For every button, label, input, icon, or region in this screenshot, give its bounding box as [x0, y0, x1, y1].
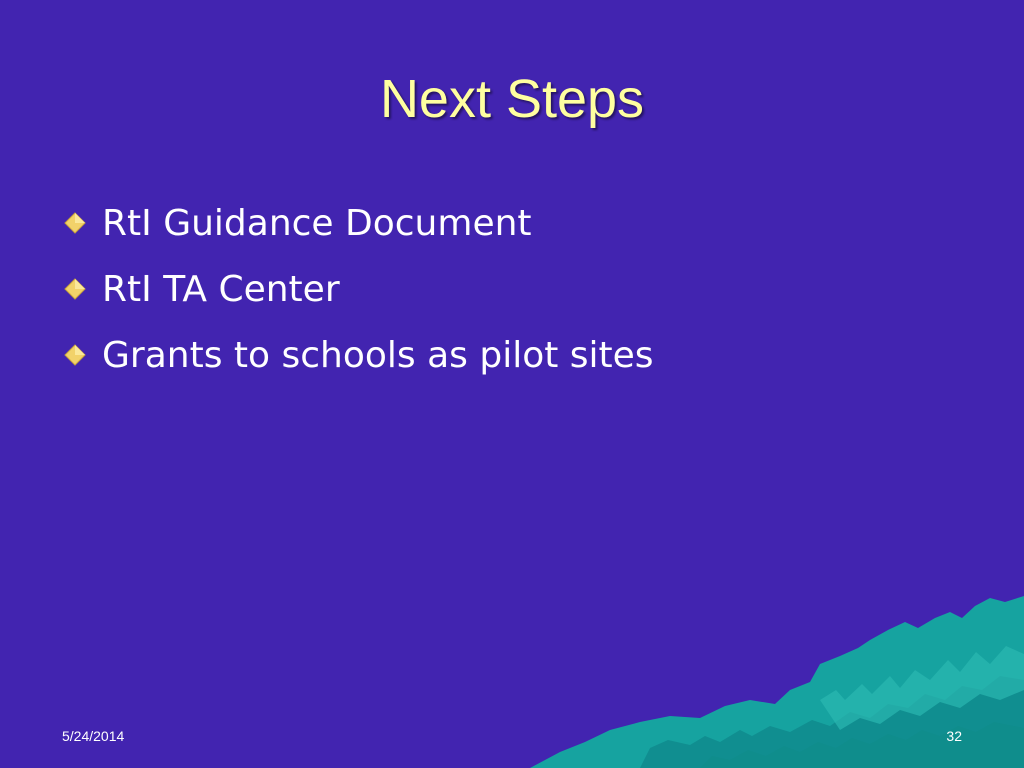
diamond-bullet-icon	[62, 210, 88, 236]
diamond-bullet-icon	[62, 276, 88, 302]
bullet-text: RtI TA Center	[102, 268, 340, 310]
diamond-bullet-icon	[62, 342, 88, 368]
footer-page-number: 32	[946, 728, 962, 744]
bullet-item	[62, 322, 654, 388]
slide-title: Next Steps	[379, 69, 645, 129]
bullet-list	[62, 190, 654, 388]
bullet-item	[62, 190, 654, 256]
bullet-text: Grants to schools as pilot sites	[102, 334, 654, 376]
bullet-text: RtI Guidance Document	[102, 202, 532, 244]
footer-date: 5/24/2014	[62, 728, 125, 744]
bullet-item	[62, 256, 654, 322]
